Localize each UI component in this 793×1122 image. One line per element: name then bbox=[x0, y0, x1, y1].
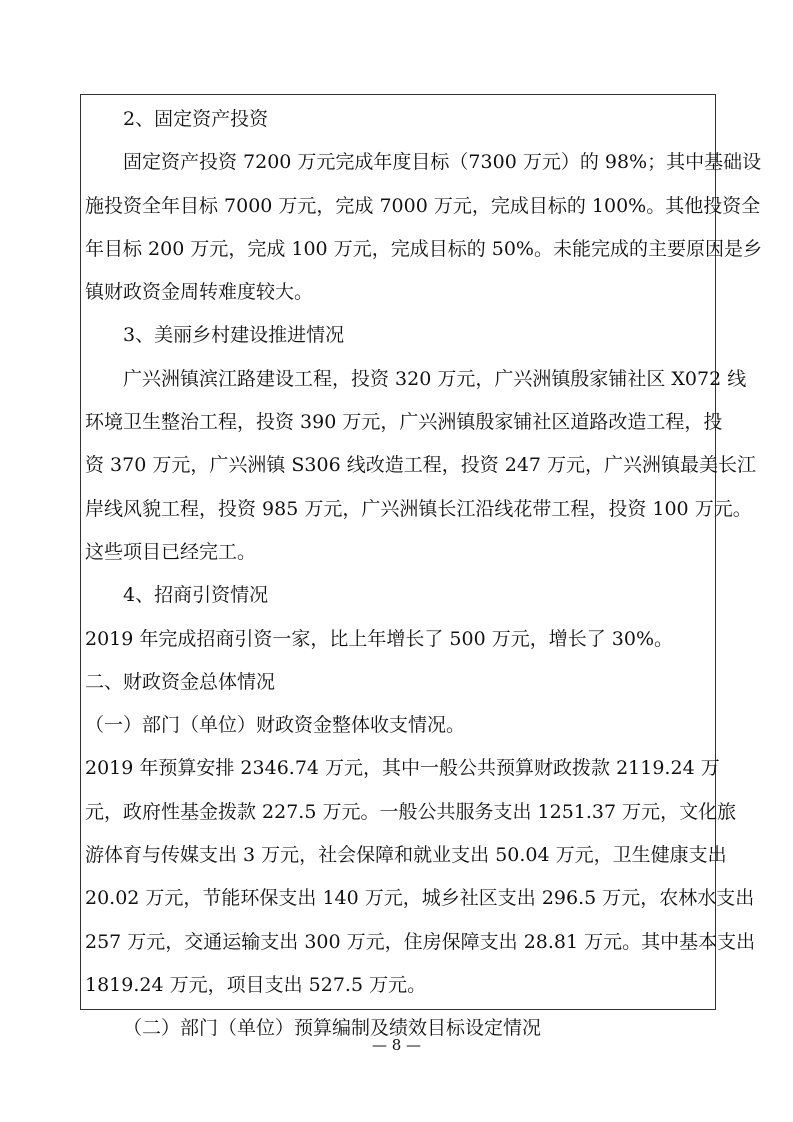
paragraph-line: 元，政府性基金拨款 227.5 万元。一般公共服务支出 1251.37 万元，文化旅 bbox=[85, 800, 737, 823]
paragraph-line: 3、美丽乡村建设推进情况 bbox=[123, 324, 345, 347]
paragraph-line: 20.02 万元，节能环保支出 140 万元，城乡社区支出 296.5 万元，农林水支出 bbox=[85, 887, 755, 910]
paragraph-line: 广兴洲镇滨江路建设工程，投资 320 万元，广兴洲镇殷家铺社区 X072 线 bbox=[123, 367, 747, 390]
paragraph-line: 1819.24 万元，项目支出 527.5 万元。 bbox=[85, 973, 427, 996]
paragraph-line: 2019 年预算安排 2346.74 万元，其中一般公共预算财政拨款 2119.24 万 bbox=[85, 757, 720, 780]
paragraph-line: 施投资全年目标 7000 万元，完成 7000 万元，完成目标的 100%。其他投资全 bbox=[85, 194, 761, 217]
paragraph-line: 游体育与传媒支出 3 万元，社会保障和就业支出 50.04 万元，卫生健康支出 bbox=[85, 844, 727, 867]
paragraph-line: 二、财政资金总体情况 bbox=[85, 670, 276, 693]
paragraph-line: 资 370 万元，广兴洲镇 S306 线改造工程，投资 247 万元，广兴洲镇最美长江 bbox=[85, 454, 757, 477]
page-number: — 8 — bbox=[371, 1036, 422, 1054]
paragraph-line: 环境卫生整治工程，投资 390 万元，广兴洲镇殷家铺社区道路改造工程，投 bbox=[85, 411, 723, 434]
paragraph-line: 镇财政资金周转难度较大。 bbox=[85, 281, 314, 304]
paragraph-line: 固定资产投资 7200 万元完成年度目标（7300 万元）的 98%；其中基础设 bbox=[123, 151, 762, 174]
content-frame bbox=[80, 94, 762, 1040]
paragraph-line: 2019 年完成招商引资一家，比上年增长了 500 万元，增长了 30%。 bbox=[85, 627, 674, 650]
paragraph-line: 这些项目已经完工。 bbox=[85, 540, 257, 563]
paragraph-line: 4、招商引资情况 bbox=[123, 584, 269, 607]
paragraph-line: 257 万元，交通运输支出 300 万元，住房保障支出 28.81 万元。其中基本支出 bbox=[85, 930, 756, 953]
paragraph-line: （二）部门（单位）预算编制及绩效目标设定情况 bbox=[123, 1017, 542, 1040]
paragraph-line: （一）部门（单位）财政资金整体收支情况。 bbox=[85, 714, 466, 737]
paragraph-line: 年目标 200 万元，完成 100 万元，完成目标的 50%。未能完成的主要原因是乡 bbox=[85, 237, 762, 260]
paragraph-line: 岸线风貌工程，投资 985 万元，广兴洲镇长江沿线花带工程，投资 100 万元。 bbox=[85, 497, 752, 520]
paragraph-line: 2、固定资产投资 bbox=[123, 108, 269, 130]
